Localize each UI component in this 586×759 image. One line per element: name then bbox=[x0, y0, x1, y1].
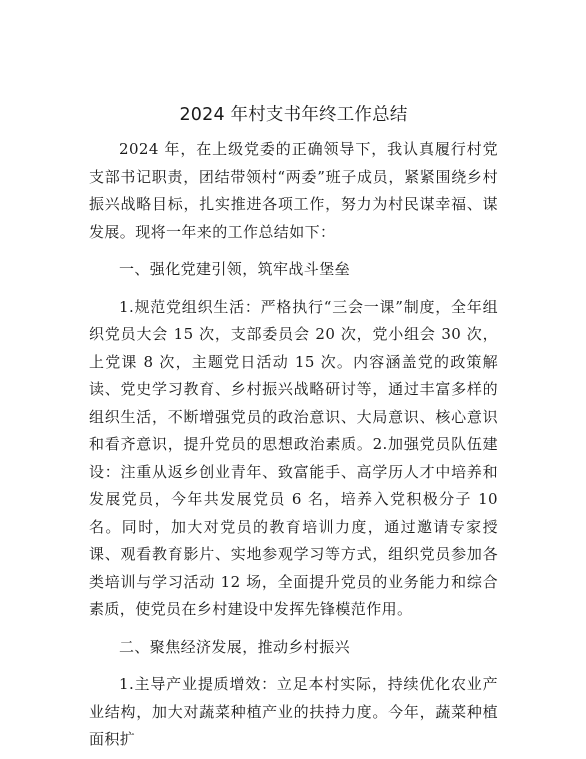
intro-paragraph: 2024 年，在上级党委的正确领导下，我认真履行村党支部书记职责，团结带领村“两委”班子成员，紧紧围绕乡村振兴战略目标，扎实推进各项工作，努力为村民谋幸福、谋发展。现将一年来的工作总结如下： bbox=[89, 140, 498, 241]
section-heading-party-building: 一、强化党建引领，筑牢战斗堡垒 bbox=[119, 260, 351, 278]
body-paragraph-economic-development: 1.主导产业提质增效：立足本村实际，持续优化农业产业结构，加大对蔬菜种植产业的扶持力度。今年，蔬菜种植面积扩 bbox=[89, 675, 498, 748]
section-heading-economic-development: 二、聚焦经济发展，推动乡村振兴 bbox=[119, 637, 351, 656]
document-title: 2024 年村支书年终工作总结 bbox=[179, 105, 408, 125]
body-paragraph-party-building: 1.规范党组织生活：严格执行“三会一课”制度，全年组织党员大会 15 次，支部委员会 20 次，党小组会 30 次，上党课 8 次，主题党日活动 15 次。内容涵盖党的政策解读、党史学习教育、乡村振兴战略研讨等，通过丰富多样的组织生活，不断增强党员的政治意识、大局意识、核心意识和看齐意识，提升党员的思想政治素质。2.加强党员队伍建设：注重从返乡创业青年、致富能手、高学历人才中培养和发展党员，今年共发展党员 6 名，培养入党积极分子 10 名。同时，加大对党员的教育培训力度，通过邀请专家授课、观看教育影片、实地参观学习等方式，组织党员参加各类培训与学习活动 12 场，全面提升党员的业务能力和综合素质，使党员在乡村建设中发挥先锋模范作用。 bbox=[89, 297, 498, 618]
